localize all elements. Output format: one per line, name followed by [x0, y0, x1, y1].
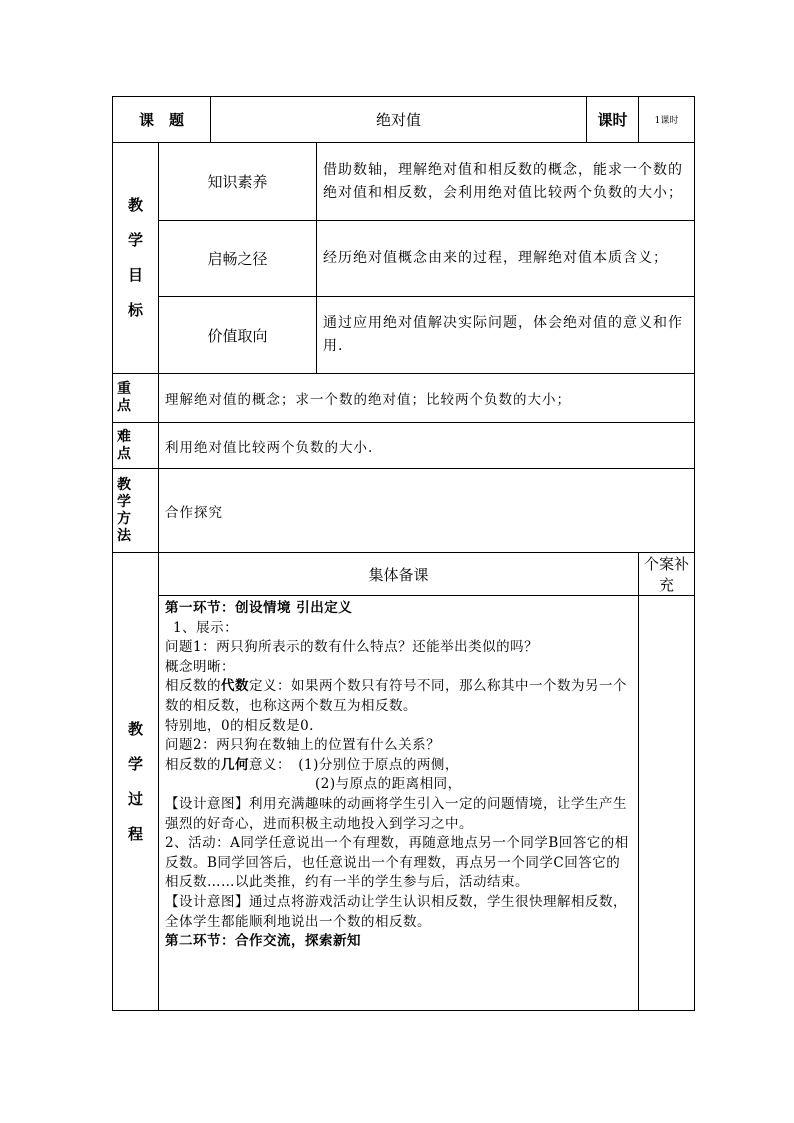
process-label: 教 学 过 程 [113, 553, 159, 1011]
collective-prep-header: 集体备课 [159, 553, 639, 596]
period-value: 1课时 [639, 97, 695, 143]
section-heading: 第二环节：合作交流，探索新知 [165, 933, 361, 950]
process-content [159, 596, 639, 1011]
difficulty-text: 利用绝对值比较两个负数的大小. [159, 423, 695, 469]
process-header-row [113, 553, 695, 596]
difficulty-row [113, 423, 695, 469]
goal-row [113, 221, 695, 297]
lesson-plan-table [112, 96, 695, 1011]
header-row [113, 97, 695, 143]
goal-text: 经历绝对值概念由来的过程，理解绝对值本质含义； [317, 221, 695, 297]
goals-label: 教 学 目 标 [113, 143, 159, 374]
goal-name: 价值取向 [159, 297, 317, 374]
goal-name: 启畅之径 [159, 221, 317, 297]
goal-row [113, 143, 695, 221]
goal-row [113, 297, 695, 374]
activity-description: 2、活动：A同学任意说出一个有理数，再随意地点另一个同学B回答它的相反数。B同学回答后，也任意说出一个有理数，再点另一个同学C回答它的相反数……以此类推，约有一半的学生参与后，活动结束。 [165, 835, 629, 891]
process-body-row [113, 596, 695, 1011]
goal-text: 借助数轴，理解绝对值和相反数的概念，能求一个数的绝对值和相反数，会利用绝对值比较两个负数的大小； [317, 143, 695, 221]
difficulty-label: 难 点 [113, 423, 159, 469]
period-label: 课时 [587, 97, 639, 143]
process-line: 概念明晰： [165, 658, 235, 675]
topic-value: 绝对值 [211, 97, 587, 143]
method-text: 合作探究 [159, 469, 695, 553]
individual-supplement-cell [639, 596, 695, 1011]
process-line: (2)与原点的距离相同， [315, 776, 462, 793]
method-row [113, 469, 695, 553]
key-point-text: 理解绝对值的概念；求一个数的绝对值；比较两个负数的大小； [159, 374, 695, 423]
process-line: 问题2：两只狗在数轴上的位置有什么关系？ [165, 737, 441, 754]
design-intent: 【设计意图】通过点将游戏活动让学生认识相反数，学生很快理解相反数，全体学生都能顺利地说出一个数的相反数。 [165, 893, 627, 930]
process-line: 问题1：两只狗所表示的数有什么特点？还能举出类似的吗？ [165, 639, 539, 656]
geometric-meaning: 相反数的几何意义： (1)分别位于原点的两侧， [165, 756, 459, 773]
goal-name: 知识素养 [159, 143, 317, 221]
topic-label: 课 题 [113, 97, 211, 143]
goal-text: 通过应用绝对值解决实际问题，体会绝对值的意义和作用. [317, 297, 695, 374]
key-point-label: 重 点 [113, 374, 159, 423]
method-label: 教 学 方 法 [113, 469, 159, 553]
process-line: 1、展示： [173, 619, 239, 636]
process-line: 特别地，0的相反数是0. [165, 717, 314, 734]
algebraic-definition: 相反数的代数定义：如果两个数只有符号不同，那么称其中一个数为另一个数的相反数，也称这两个数互为相反数。 [165, 678, 627, 714]
section-heading: 第一环节：创设情境 引出定义 [165, 600, 353, 616]
individual-supplement-header: 个案补充 [639, 553, 695, 596]
design-intent: 【设计意图】利用充满趣味的动画将学生引入一定的问题情境，让学生产生强烈的好奇心，进而积极主动地投入到学习之中。 [165, 795, 627, 832]
key-point-row [113, 374, 695, 423]
